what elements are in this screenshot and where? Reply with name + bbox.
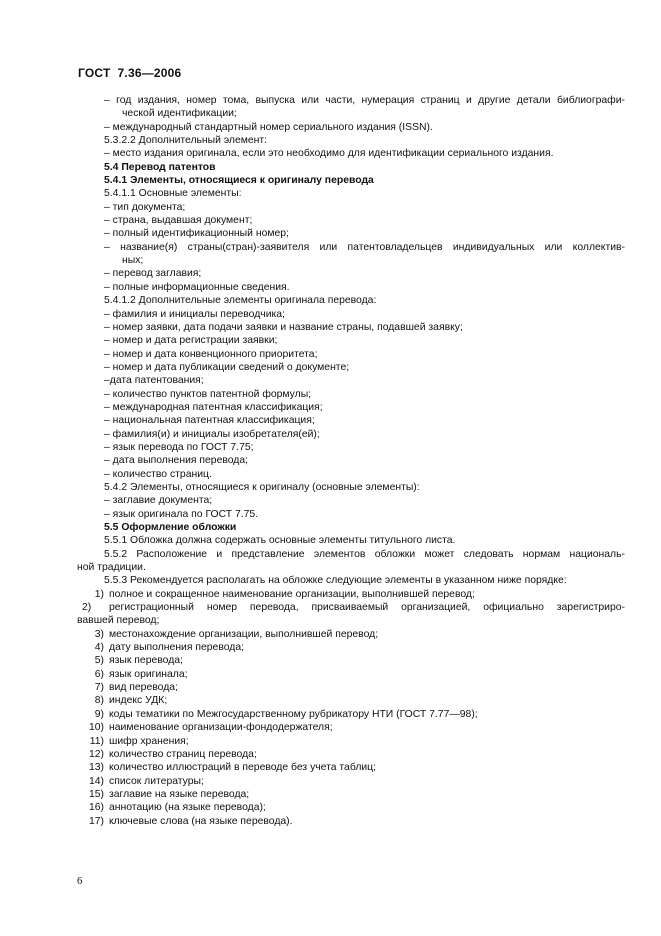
text-line <box>77 267 625 280</box>
text-line <box>77 454 625 467</box>
list-item <box>77 815 625 828</box>
text-line <box>77 614 625 627</box>
list-item <box>77 708 625 721</box>
line-text: ных; <box>122 255 144 267</box>
list-number: 14) <box>88 775 104 787</box>
line-text: – тип документа; <box>104 201 186 213</box>
line-text: коды тематики по Межгосударственному рубрикатору НТИ (ГОСТ 7.77—98); <box>109 708 478 720</box>
line-text: – количество страниц. <box>104 468 212 480</box>
line-text: – полные информационные сведения. <box>104 281 290 293</box>
line-text: – название(я) страны(стран)-заявителя или патентовладельцев индивидуальных или коллектив- <box>104 241 625 253</box>
line-text: 5.4.2 Элементы, относящиеся к оригиналу (основные элементы): <box>104 481 420 493</box>
list-number: 11) <box>89 735 104 747</box>
list-number: 1) <box>94 588 104 600</box>
list-item <box>77 748 625 761</box>
line-text: шифр хранения; <box>109 735 189 747</box>
list-item <box>77 601 625 614</box>
line-text: язык перевода; <box>109 655 183 667</box>
list-number: 15) <box>88 788 104 800</box>
text-line <box>77 174 625 187</box>
line-text: – язык перевода по ГОСТ 7.75; <box>104 441 254 453</box>
line-text: – национальная патентная классификация; <box>104 415 315 427</box>
list-item <box>77 788 625 801</box>
line-text: аннотацию (на языке перевода); <box>109 802 266 814</box>
list-item <box>77 775 625 788</box>
text-line <box>77 561 625 574</box>
line-text: – номер и дата публикации сведений о документе; <box>104 361 350 373</box>
list-number: 12) <box>88 748 104 760</box>
list-number: 8) <box>94 695 104 707</box>
line-text: полное и сокращенное наименование организации, выполнившей перевод; <box>109 588 475 600</box>
list-item <box>77 654 625 667</box>
text-line <box>77 294 625 307</box>
text-line <box>77 227 625 240</box>
text-line <box>77 134 625 147</box>
text-line <box>77 254 625 267</box>
text-line <box>77 161 625 174</box>
line-text: – страна, выдавшая документ; <box>104 215 253 227</box>
text-line <box>77 121 625 134</box>
text-line <box>77 548 625 561</box>
text-line <box>77 107 625 120</box>
line-text: 5.5.2 Расположение и представление элементов обложки может следовать нормам националь- <box>104 548 625 560</box>
list-item <box>77 641 625 654</box>
text-line <box>77 94 625 107</box>
list-number: 4) <box>94 642 104 654</box>
list-item <box>77 588 625 601</box>
line-text: – номер и дата регистрации заявки; <box>104 335 278 347</box>
line-text: – международный стандартный номер сериального издания (ISSN). <box>104 121 433 133</box>
list-item <box>77 681 625 694</box>
text-line <box>77 428 625 441</box>
line-text: 5.4.1.2 Дополнительные элементы оригинала перевода: <box>104 295 377 307</box>
list-number: 10) <box>88 722 104 734</box>
line-text: – язык оригинала по ГОСТ 7.75. <box>104 508 259 520</box>
text-line <box>77 414 625 427</box>
text-line <box>77 481 625 494</box>
text-line <box>77 321 625 334</box>
text-line <box>77 281 625 294</box>
line-text: 5.4 Перевод патентов <box>104 161 216 173</box>
list-item <box>77 761 625 774</box>
text-line <box>77 241 625 254</box>
line-text: – международная патентная классификация; <box>104 401 323 413</box>
text-line <box>77 187 625 200</box>
list-item <box>77 721 625 734</box>
text-line <box>77 401 625 414</box>
text-line <box>77 374 625 387</box>
list-number: 7) <box>94 682 104 694</box>
line-text: наименование организации-фондодержателя; <box>109 722 333 734</box>
text-line <box>77 308 625 321</box>
list-number: 13) <box>88 762 104 774</box>
line-text: – номер и дата конвенционного приоритета; <box>104 348 318 360</box>
line-text: 5.5.1 Обложка должна содержать основные элементы титульного листа. <box>104 535 456 547</box>
page-number: 6 <box>77 876 83 887</box>
line-text: – полный идентификационный номер; <box>104 228 289 240</box>
line-text: – количество пунктов патентной формулы; <box>104 388 312 400</box>
line-text: вид перевода; <box>109 682 178 694</box>
list-number: 3) <box>94 628 104 640</box>
line-text: – номер заявки, дата подачи заявки и название страны, подавшей заявку; <box>104 321 463 333</box>
line-text: количество иллюстраций в переводе без учета таблиц; <box>109 762 377 774</box>
list-item <box>77 694 625 707</box>
text-line <box>77 147 625 160</box>
text-line <box>77 214 625 227</box>
line-text: язык оригинала; <box>109 668 188 680</box>
line-text: – фамилия(и) и инициалы изобретателя(ей); <box>104 428 320 440</box>
list-number: 5) <box>94 655 104 667</box>
line-text: 5.5 Оформление обложки <box>104 522 237 533</box>
text-line <box>77 441 625 454</box>
list-item <box>77 735 625 748</box>
line-text: дату выполнения перевода; <box>109 642 245 654</box>
text-line <box>77 508 625 521</box>
text-line <box>77 534 625 547</box>
line-text: заглавие на языке перевода; <box>109 788 250 800</box>
line-text: ключевые слова (на языке перевода). <box>109 815 293 827</box>
list-number: 6) <box>94 668 104 680</box>
line-text: – перевод заглавия; <box>104 268 202 280</box>
line-text: 5.3.2.2 Дополнительный элемент: <box>104 135 268 147</box>
list-item <box>77 668 625 681</box>
line-text: 5.4.1 Элементы, относящиеся к оригиналу перевода <box>104 175 374 187</box>
list-number: 16) <box>88 802 104 814</box>
list-number: 9) <box>94 708 104 720</box>
text-line <box>77 361 625 374</box>
text-line <box>77 334 625 347</box>
text-line <box>77 574 625 587</box>
line-text: вавшей перевод; <box>77 615 160 627</box>
text-line <box>77 521 625 534</box>
line-text: ческой идентификации; <box>122 108 237 120</box>
list-item <box>77 628 625 641</box>
text-line <box>77 201 625 214</box>
line-text: – место издания оригинала, если это необходимо для идентификации сериального издания. <box>104 148 554 160</box>
line-text: – дата выполнения перевода; <box>104 455 249 467</box>
text-line <box>77 388 625 401</box>
list-number: 2) <box>82 602 92 614</box>
line-text: 5.5.3 Рекомендуется располагать на обложке следующие элементы в указанном ниже порядке: <box>104 575 567 587</box>
line-text: –дата патентования; <box>104 375 204 387</box>
line-text: – заглавие документа; <box>104 495 213 507</box>
list-item <box>77 801 625 814</box>
line-text: количество страниц перевода; <box>109 748 257 760</box>
line-text: местонахождение организации, выполнившей перевод; <box>109 628 379 640</box>
line-text: регистрационный номер перевода, присваиваемый организацией, официально зарегистриро- <box>109 602 625 614</box>
line-text: – год издания, номер тома, выпуска или части, нумерация страниц и другие детали библиографи- <box>104 95 625 106</box>
line-text: 5.4.1.1 Основные элементы: <box>104 188 242 200</box>
document-body <box>77 94 625 828</box>
line-text: – фамилия и инициалы переводчика; <box>104 308 285 320</box>
line-text: индекс УДК; <box>109 695 168 707</box>
list-number: 17) <box>88 815 104 827</box>
line-text: ной традиции. <box>77 562 146 574</box>
line-text: список литературы; <box>109 775 204 787</box>
document-header: ГОСТ 7.36—2006 <box>78 66 182 80</box>
text-line <box>77 494 625 507</box>
text-line <box>77 348 625 361</box>
text-line <box>77 468 625 481</box>
